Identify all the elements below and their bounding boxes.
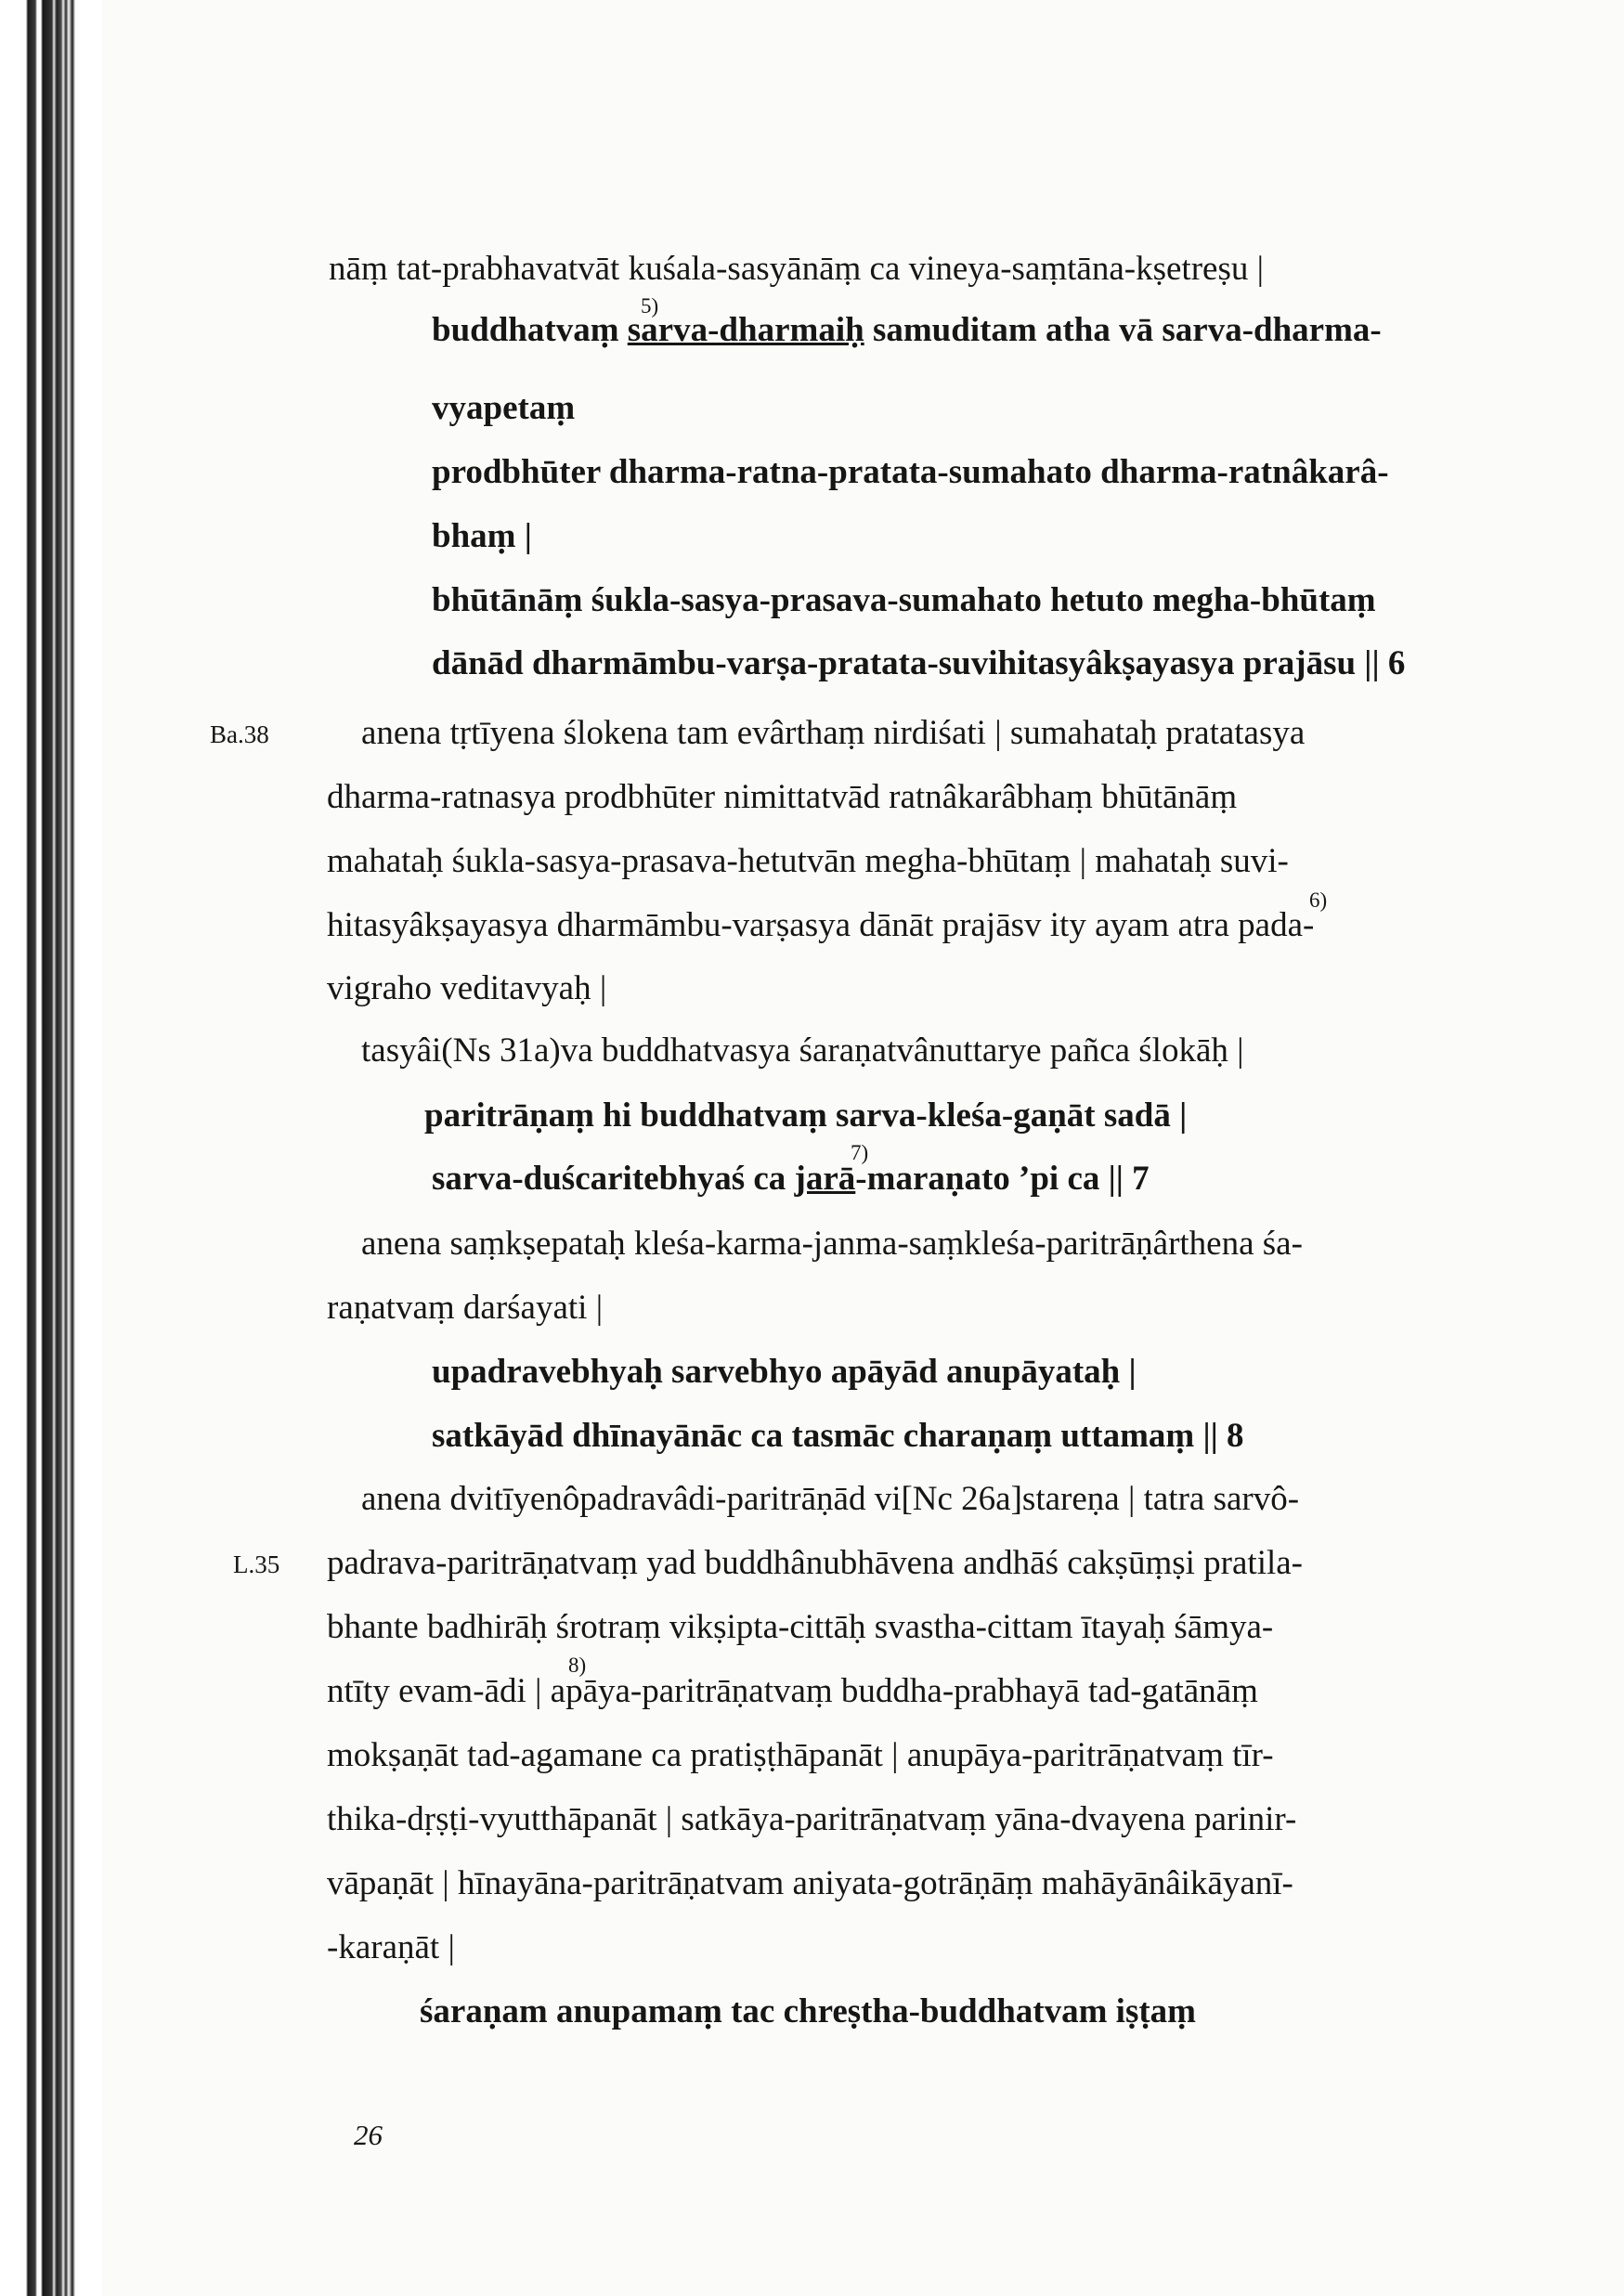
- footnote-ref-5: 5): [641, 294, 659, 318]
- footnote-ref-7: 7): [851, 1141, 869, 1164]
- comm-8-line-8: -karaṇāt |: [327, 1928, 455, 1966]
- comm-8-line-4: ntīty evam-ādi | apāya-paritrāṇatvaṃ buddha-prabhayā tad-gatānāṃ: [327, 1672, 1258, 1710]
- comm-7-line-2: raṇatvaṃ darśayati |: [327, 1289, 604, 1327]
- verse-8-line-1: upadravebhyaḥ sarvebhyo apāyād anupāyataḥ |: [432, 1353, 1137, 1391]
- comm-6-line-6: tasyâi(Ns 31a)va buddhatvasya śaraṇatvânuttarye pañca ślokāḥ |: [361, 1031, 1244, 1070]
- comm-6-line-2: dharma-ratnasya prodbhūter nimittatvād ratnâkarâbhaṃ bhūtānāṃ: [327, 778, 1238, 816]
- verse-5-line-4: bhaṃ |: [432, 517, 532, 555]
- margin-ref-l: L.35: [233, 1550, 280, 1578]
- verse-5-underlined-term: sarva-dharmaiḥ: [627, 311, 864, 349]
- verse-7-line-2c: -maraṇato ’pi ca || 7: [855, 1160, 1150, 1198]
- verse-5-line-1a: buddhatvaṃ: [432, 311, 628, 349]
- comm-8-line-1: anena dvitīyenôpadravâdi-paritrāṇād vi[Nc 26a]stareṇa | tatra sarvô-: [361, 1480, 1300, 1518]
- comm-8-line-6: thika-dṛṣṭi-vyutthāpanāt | satkāya-paritrāṇatvaṃ yāna-dvayena parinir-: [327, 1800, 1297, 1838]
- verse-5-line-1c: samuditam atha vā sarva-dharma-: [864, 311, 1382, 349]
- verse-5-line-1: [432, 310, 1514, 351]
- footnote-ref-6: 6): [1309, 889, 1328, 912]
- verse-7-line-1: paritrāṇaṃ hi buddhatvaṃ sarva-kleśa-gaṇāt sadā |: [424, 1096, 1188, 1135]
- comm-8-line-2: padrava-paritrāṇatvaṃ yad buddhânubhāvena andhāś cakṣūṃṣi pratila-: [327, 1544, 1303, 1582]
- verse-7-underlined-term: jarā: [794, 1160, 856, 1198]
- verse-5-line-6: dānād dharmāmbu-varṣa-pratata-suvihitasyâkṣayasya prajāsu || 6: [432, 644, 1406, 682]
- verse-5-line-2: vyapetaṃ: [432, 389, 576, 427]
- footnote-ref-8: 8): [568, 1654, 587, 1677]
- verse-5-line-3: prodbhūter dharma-ratna-pratata-sumahato dharma-ratnâkarâ-: [432, 453, 1389, 491]
- verse-7-line-2: [432, 1159, 1150, 1200]
- verse-9-line-1: śaraṇam anupamaṃ tac chreṣtha-buddhatvam iṣṭaṃ: [420, 1992, 1196, 2030]
- comm-6-line-1: anena tṛtīyena ślokena tam evârthaṃ nirdiśati | sumahataḥ pratatasya: [361, 714, 1306, 752]
- comm-8-line-3: bhante badhirāḥ śrotraṃ vikṣipta-cittāḥ svastha-cittam ītayaḥ śāmya-: [327, 1608, 1274, 1646]
- comm-6-line-3: mahataḥ śukla-sasya-prasava-hetutvān megha-bhūtaṃ | mahataḥ suvi-: [327, 842, 1289, 880]
- comm-6-line-4: hitasyâkṣayasya dharmāmbu-varṣasya dānāt prajāsv ity ayam atra pada-: [327, 906, 1315, 944]
- comm-6-line-5: vigraho veditavyaḥ |: [327, 969, 607, 1007]
- verse-8-line-2: satkāyād dhīnayānāc ca tasmāc charaṇaṃ uttamaṃ || 8: [432, 1417, 1244, 1455]
- binding-edge: [0, 0, 102, 2296]
- comm-8-line-7: vāpaṇāt | hīnayāna-paritrāṇatvam aniyata-gotrāṇāṃ mahāyānâikāyanī-: [327, 1864, 1293, 1902]
- page-number: 26: [354, 2119, 383, 2151]
- verse-7-line-2a: sarva-duścaritebhyaś ca: [432, 1160, 795, 1198]
- comm-7-line-1: anena saṃkṣepataḥ kleśa-karma-janma-saṃkleśa-paritrāṇârthena śa-: [361, 1225, 1303, 1263]
- margin-ref-ba: Ba.38: [210, 720, 269, 748]
- comm-8-line-5: mokṣaṇāt tad-agamane ca pratiṣṭhāpanāt | anupāya-paritrāṇatvaṃ tīr-: [327, 1736, 1274, 1774]
- verse-5-line-5: bhūtānāṃ śukla-sasya-prasava-sumahato hetuto megha-bhūtaṃ: [432, 581, 1376, 619]
- intro-line: nāṃ tat-prabhavatvāt kuśala-sasyānāṃ ca vineya-saṃtāna-kṣetreṣu |: [329, 250, 1265, 288]
